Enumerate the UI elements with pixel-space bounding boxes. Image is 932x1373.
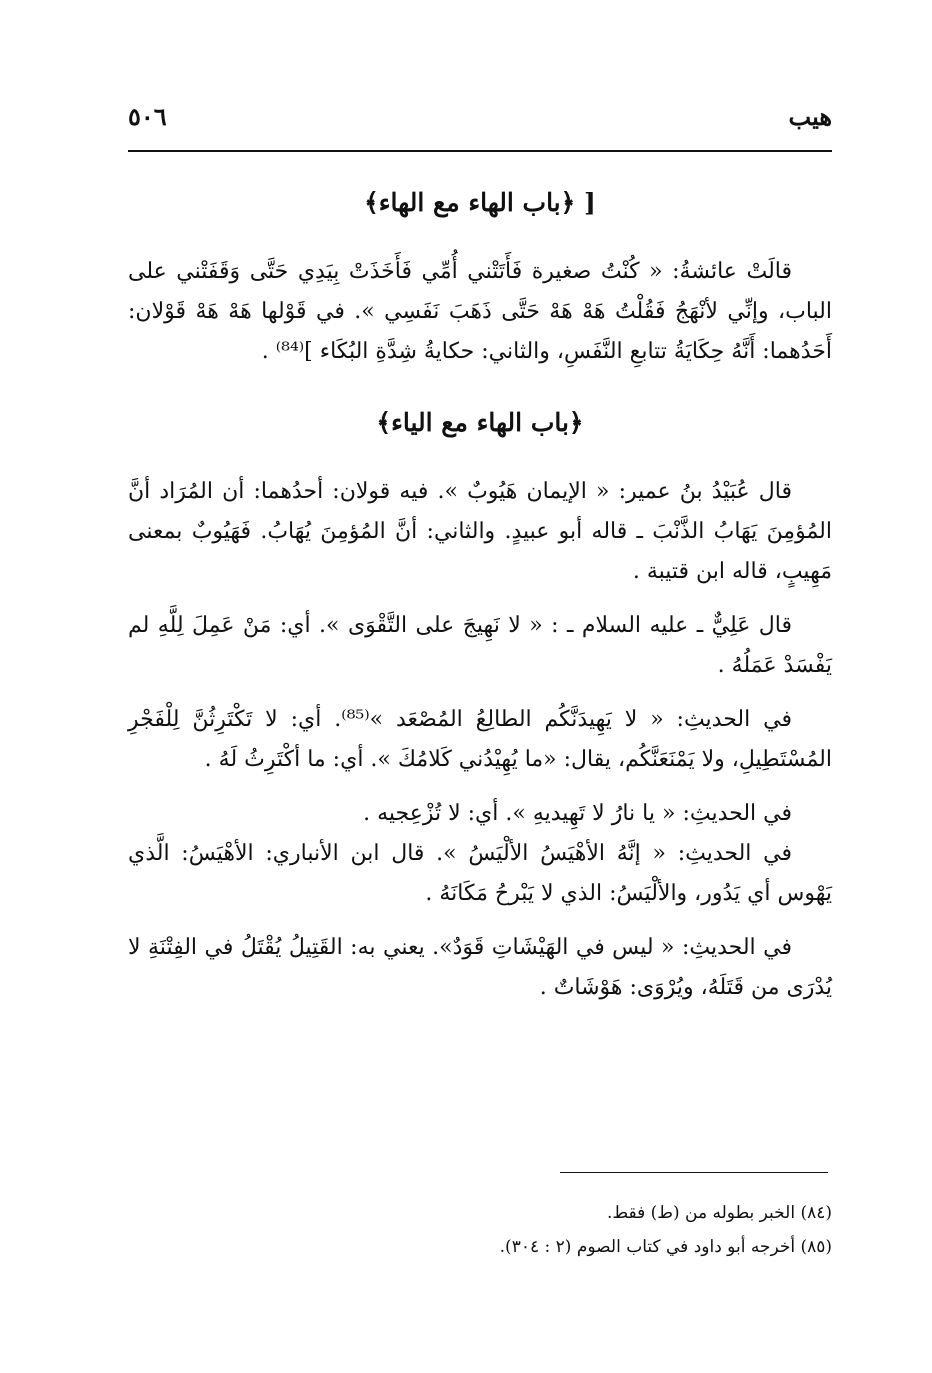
footnote-84: (٨٤) الخبر بطوله من (ط) فقط. <box>607 1203 832 1223</box>
footnotes <box>128 1196 832 1264</box>
paragraph-tahidih: في الحديثِ: « يا نارُ لا تَهِيديهِ ». أي: لا تُزْعِجيه . <box>363 801 792 826</box>
main-text <box>128 178 832 1022</box>
paragraph-nahij: قال عَلِيٌّ ـ عليه السلام ـ : « لا نَهِيجَ على التَّقْوَى ». أي: مَنْ عَمِلَ لِلَّهِ لم يَفْسَدْ عَمَلُهُ . <box>128 613 832 678</box>
page-number: ٥٠٦ <box>128 101 167 131</box>
section-heading-ha-ya: ﴿باب الهاء مع الياء﴾ <box>376 408 584 437</box>
section-heading-ha-ha: [ ﴿باب الهاء مع الهاء﴾ <box>364 188 596 217</box>
footnote-85: (٨٥) أخرجه أبو داود في كتاب الصوم (٢ : ٣٠٤). <box>499 1237 832 1257</box>
running-head <box>128 96 832 136</box>
paragraph-hayub: قال عُبَيْدُ بنُ عمير: « الإيمان هَيُوبٌ ». فيه قولان: أحدُهما: أن المُرَاد أنَّ المُؤمِنَ يَهَابُ الذَّنْبَ ـ قاله أبو عبيدٍ. والثاني: أنَّ المُؤمِنَ يُهَابُ. فَهَيُوبٌ بمعنى مَهِيبٍ، قاله ابن قتيبة . <box>128 479 832 584</box>
header-rule <box>128 150 832 152</box>
footnote-rule <box>560 1172 828 1173</box>
paragraph-aisha: قالَتْ عائشةُ: « كُنْتُ صغيرة فَأَتَتْني أُمِّي فَأَخَذَتْ بِيَدِي حَتَّى وَقَفَتْني على الباب، وإنِّي لأنْهَجُ فَقُلْتُ هَهْ هَهْ حَتَّى ذَهَبَ نَفَسِي ». في قَوْلها هَهْ هَهْ قَوْلان: أَحَدُهما: أَنَّهُ حِكَايَةُ تتابعِ النَّفَسِ، والثاني: حكايةُ شِدَّةِ البُكَاء ]⁽⁸⁴⁾ . <box>128 259 832 364</box>
paragraph-hayshat: في الحديثِ: « ليس في الهَيْشَاتِ قَوَدٌ». يعني به: القَتِيلُ يُقْتَلُ في الفِتْنَةِ لا يُدْرَى من قَتَلَهُ، ويُرْوَى: هَوْشَاتٌ . <box>128 935 832 1000</box>
running-title: هيب <box>788 101 832 131</box>
paragraph-yahidannakum: في الحديثِ: « لا يَهِيدَنَّكُم الطالِعُ المُصْعَد »⁽⁸⁵⁾. أي: لا تَكْتَرِثُنَّ لِلْفَجْرِ المُسْتَطِيلِ، ولا يَمْنَعَنَّكُم، يقال: «ما يُهِيْدُني كَلامُكَ ». أي: ما أكْتَرِثُ لَهُ . <box>128 707 832 772</box>
paragraph-ahyas: في الحديثِ: « إنَّهُ الأهْيَسُ الألْيَسُ ». قال ابن الأنباري: الأهْيَسُ: الَّذي يَهْوس أي يَدُور، والألْيَسُ: الذي لا يَبْرحُ مَكَانَهُ . <box>128 841 832 906</box>
